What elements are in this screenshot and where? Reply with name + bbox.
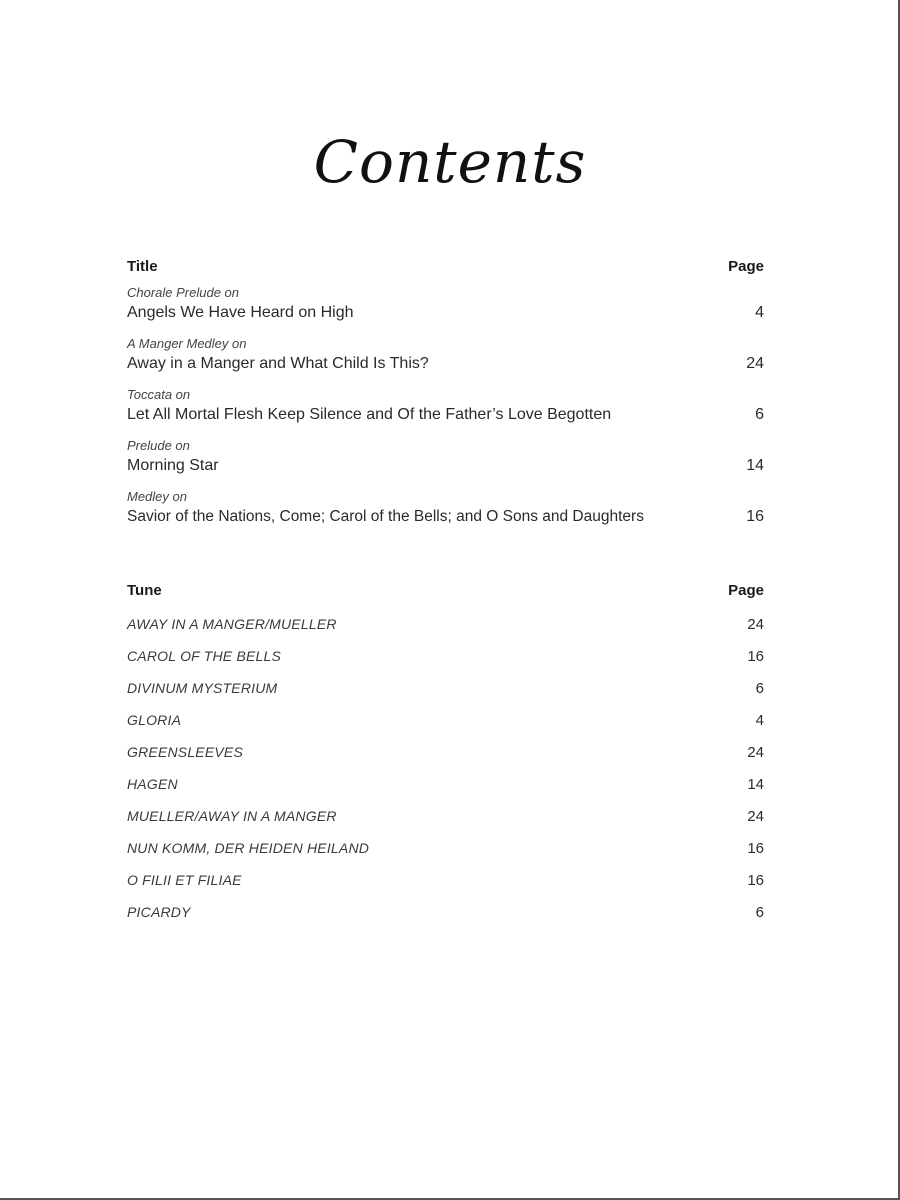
entry-title: Angels We Have Heard on High	[127, 304, 354, 321]
title-entry	[127, 335, 764, 375]
entry-title: Let All Mortal Flesh Keep Silence and Of the Father’s Love Begotten	[127, 406, 612, 423]
tune-name: HAGEN	[127, 776, 178, 792]
title-entry	[127, 386, 764, 426]
entry-subtitle: Medley on	[127, 489, 187, 504]
entry-title: Savior of the Nations, Come; Carol of the Bells; and O Sons and Daughters	[127, 508, 644, 525]
tune-page-number: 24	[747, 743, 764, 761]
tune-page-number: 4	[755, 711, 764, 729]
entry-page-number: 16	[746, 508, 764, 525]
title-section	[127, 258, 764, 528]
tune-row	[127, 864, 764, 896]
title-page-column-label: Page	[728, 258, 764, 275]
tune-row	[127, 704, 764, 736]
entry-subtitle: A Manger Medley on	[127, 336, 247, 351]
entry-page-number: 14	[746, 457, 764, 474]
tune-name: MUELLER/AWAY IN A MANGER	[127, 808, 337, 824]
tune-name: GLORIA	[127, 712, 182, 728]
tune-row	[127, 768, 764, 800]
page-heading: Contents	[313, 128, 587, 196]
entry-page-number: 24	[746, 355, 764, 372]
entry-subtitle: Chorale Prelude on	[127, 285, 240, 300]
tune-row	[127, 832, 764, 864]
tune-page-number: 24	[747, 807, 764, 825]
title-entry	[127, 488, 764, 528]
tune-column-label: Tune	[127, 582, 162, 599]
entry-subtitle: Toccata on	[127, 387, 191, 402]
tune-page-number: 24	[747, 615, 764, 633]
tune-name: DIVINUM MYSTERIUM	[127, 680, 278, 696]
title-entry	[127, 437, 764, 477]
title-column-header	[127, 258, 764, 275]
title-column-label: Title	[127, 258, 158, 275]
tune-name: GREENSLEEVES	[127, 744, 243, 760]
tune-row	[127, 736, 764, 768]
entry-title: Morning Star	[127, 457, 219, 474]
tune-page-number: 14	[747, 775, 764, 793]
tune-name: AWAY IN A MANGER/MUELLER	[127, 616, 337, 632]
tune-row	[127, 800, 764, 832]
tune-name: PICARDY	[127, 904, 191, 920]
tune-column-header	[127, 582, 764, 599]
tune-row	[127, 672, 764, 704]
tune-page-number: 16	[747, 839, 764, 857]
entry-page-number: 6	[755, 406, 764, 423]
entry-title: Away in a Manger and What Child Is This?	[127, 355, 429, 372]
tune-name: NUN KOMM, DER HEIDEN HEILAND	[127, 840, 370, 856]
tune-name: CAROL OF THE BELLS	[127, 648, 282, 664]
tune-page-number: 6	[755, 679, 764, 697]
tune-row	[127, 640, 764, 672]
entry-page-number: 4	[755, 304, 764, 321]
tune-name: O FILII ET FILIAE	[127, 872, 242, 888]
tune-page-number: 6	[755, 903, 764, 921]
tune-section	[127, 582, 764, 928]
tune-page-number: 16	[747, 871, 764, 889]
tune-page-number: 16	[747, 647, 764, 665]
title-entry	[127, 284, 764, 324]
tune-row	[127, 608, 764, 640]
entry-subtitle: Prelude on	[127, 438, 190, 453]
tune-row	[127, 896, 764, 928]
tune-page-column-label: Page	[728, 582, 764, 599]
